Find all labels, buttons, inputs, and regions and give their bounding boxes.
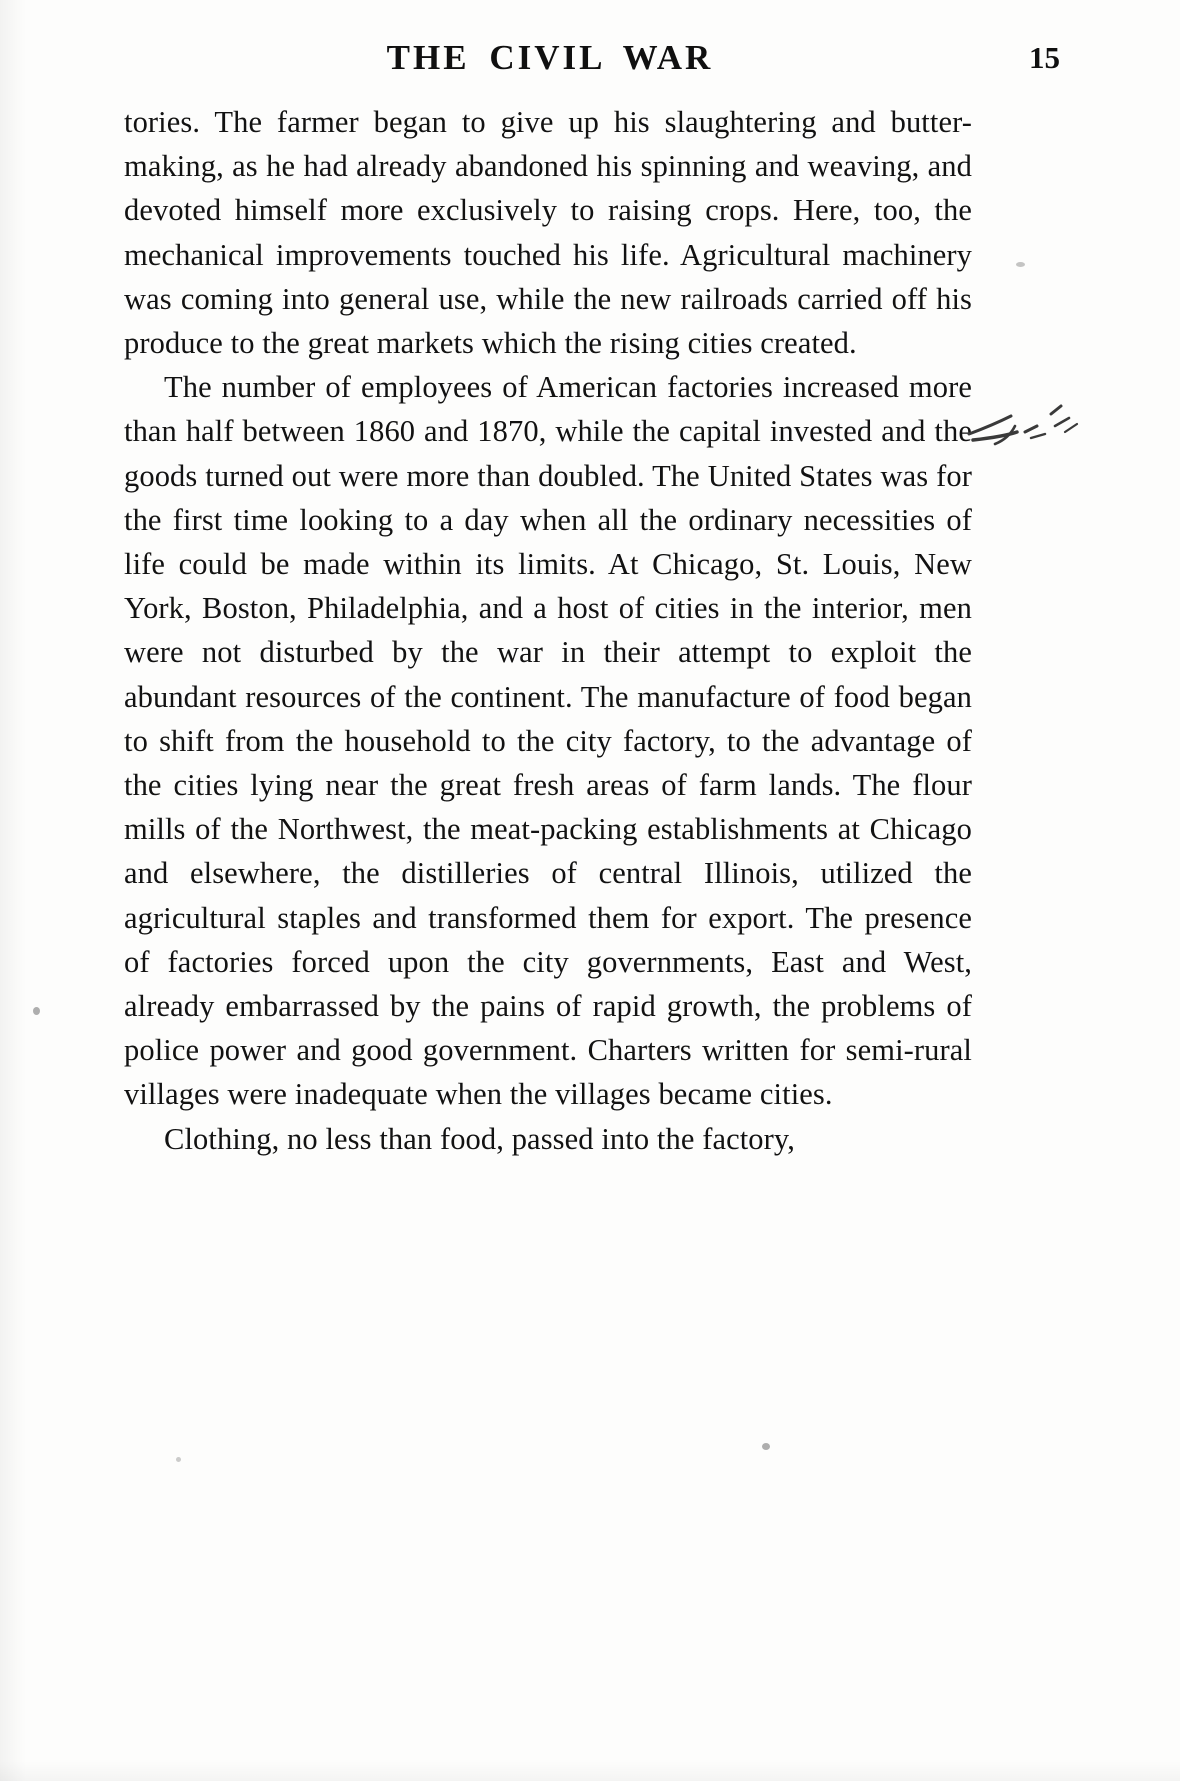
running-head bbox=[120, 38, 1060, 90]
scan-speck bbox=[1016, 262, 1025, 267]
paragraph: tories. The farmer began to give up his slaughtering and butter-making, as he had already abandoned his spinning and weaving, and devoted himself more exclusively to raising crops. Here, too, the mechanical improvements touched his life. Agricultural machinery was coming into general use, while the new railroads carried off his produce to the great markets which the rising cities created. bbox=[124, 105, 972, 361]
pencil-scribble-icon bbox=[965, 392, 1083, 452]
scan-speck bbox=[176, 1457, 181, 1462]
page-edge-shadow bbox=[0, 0, 26, 1781]
scan-speck bbox=[33, 1007, 40, 1015]
scan-speck bbox=[762, 1443, 770, 1450]
body-text bbox=[124, 100, 972, 1161]
paragraph: The number of employees of American factories increased more than half between 1860 and 1870, while the capital invested and the goods turned out were more than doubled. The United States was for the first time looking to a day when all the ordinary necessities of life could be made within its limits. At Chicago, St. Louis, New York, Boston, Philadelphia, and a host of cities in the interior, men were not disturbed by the war in their attempt to exploit the abundant resources of the continent. The manufacture of food began to shift from the household to the city factory, to the advantage of the cities lying near the great fresh areas of farm lands. The flour mills of the Northwest, the meat-packing establishments at Chicago and elsewhere, the distilleries of central Illinois, utilized the agricultural staples and transformed them for export. The presence of factories forced upon the city governments, East and West, already embarrassed by the pains of rapid growth, the problems of police power and good government. Charters written for semi-rural villages were inadequate when the villages became cities. bbox=[124, 370, 972, 1112]
page-edge-shadow bbox=[0, 1761, 1180, 1781]
paragraph: Clothing, no less than food, passed into the factory, bbox=[164, 1121, 796, 1156]
page-number: 15 bbox=[1029, 40, 1060, 75]
page-title: THE CIVIL WAR bbox=[386, 38, 714, 77]
